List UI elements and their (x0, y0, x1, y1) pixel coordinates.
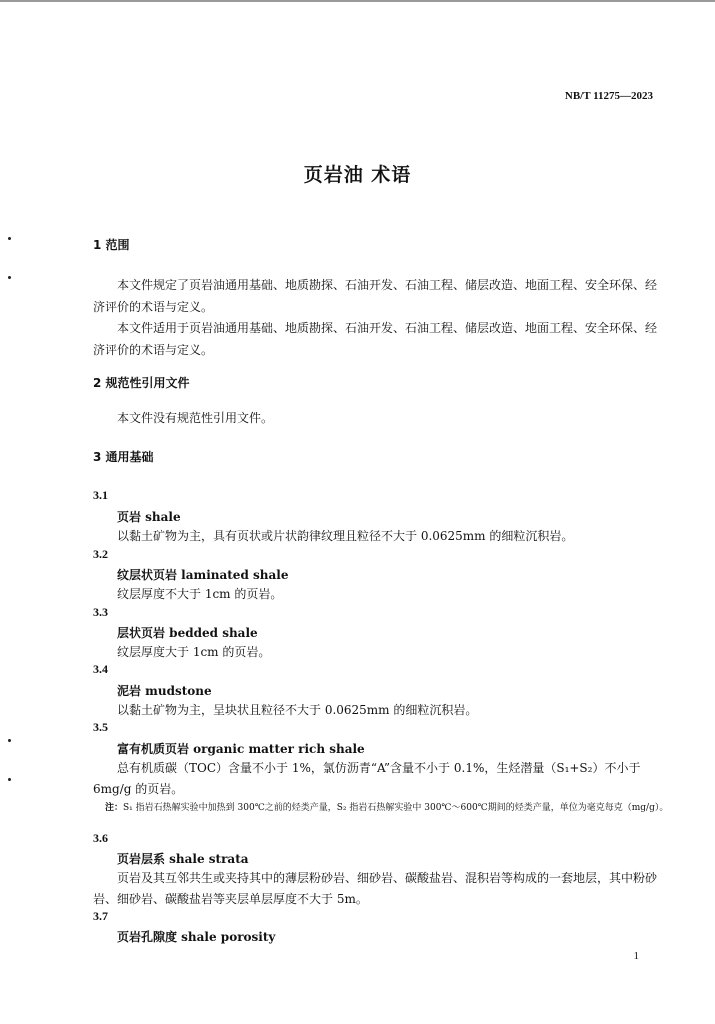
term-heading: 富有机质页岩 organic matter rich shale (117, 742, 365, 756)
section-1-paragraph-2: 本文件适用于页岩油通用基础、地质勘探、石油开发、石油工程、储层改造、地面工程、安全环保、经济评价的术语与定义。 (93, 321, 658, 357)
note (93, 800, 670, 817)
term-definition: 页岩及其互邻共生或夹持其中的薄层粉砂岩、细砂岩、碳酸盐岩、混积岩等构成的一套地层，其中粉砂岩、细砂岩、碳酸盐岩等夹层单层厚度不大于 5m。 (93, 871, 658, 906)
term-heading: 页岩层系 shale strata (117, 852, 249, 866)
section-1-paragraph-1: 本文件规定了页岩油通用基础、地质勘探、石油开发、石油工程、储层改造、地面工程、安全环保、经济评价的术语与定义。 (93, 278, 658, 314)
clause-number: 3.7 (93, 909, 108, 923)
clause-number: 3.4 (93, 662, 108, 676)
term-definition: 纹层厚度大于 1cm 的页岩。 (117, 645, 271, 659)
page-title: 页岩油 术语 (303, 164, 412, 186)
term-heading: 页岩 shale (117, 510, 181, 524)
section-2-paragraph: 本文件没有规范性引用文件。 (117, 411, 274, 425)
clause-number: 3.2 (93, 547, 108, 561)
section-1-heading: 1 范围 (93, 238, 130, 252)
clause-number: 3.6 (93, 831, 108, 845)
binding-mark (8, 237, 11, 240)
term-definition: 总有机质碳（TOC）含量不小于 1%，氯仿沥青“A”含量不小于 0.1%，生烃潜量（S₁+S₂）不小于 6mg/g 的页岩。 (93, 761, 641, 796)
document-number: NB/T 11275—2023 (564, 90, 653, 102)
term-definition: 以黏土矿物为主，呈块状且粒径不大于 0.0625mm 的细粒沉积岩。 (117, 703, 478, 717)
binding-mark (8, 778, 11, 781)
term-heading: 纹层状页岩 laminated shale (117, 568, 289, 582)
term-heading: 页岩孔隙度 shale porosity (117, 930, 276, 944)
term-heading: 泥岩 mudstone (117, 684, 212, 698)
page-number: 1 (633, 950, 639, 962)
section-2-heading: 2 规范性引用文件 (93, 376, 190, 390)
clause-number: 3.5 (93, 720, 108, 734)
binding-mark (8, 276, 11, 279)
term-definition: 以黏土矿物为主，具有页状或片状韵律纹理且粒径不大于 0.0625mm 的细粒沉积岩。 (117, 529, 574, 543)
section-3-heading: 3 通用基础 (93, 450, 154, 464)
top-border (0, 0, 715, 2)
clause-number: 3.3 (93, 605, 108, 619)
clause-number: 3.1 (93, 488, 108, 502)
note-label: 注： (105, 803, 124, 813)
binding-mark (8, 739, 11, 742)
term-definition: 纹层厚度不大于 1cm 的页岩。 (117, 587, 283, 601)
note-text: S₁ 指岩石热解实验中加热到 300℃之前的烃类产量，S₂ 指岩石热解实验中 300℃～600℃期间的烃类产量，单位为毫克每克（mg/g）。 (123, 803, 669, 813)
term-heading: 层状页岩 bedded shale (117, 626, 258, 640)
